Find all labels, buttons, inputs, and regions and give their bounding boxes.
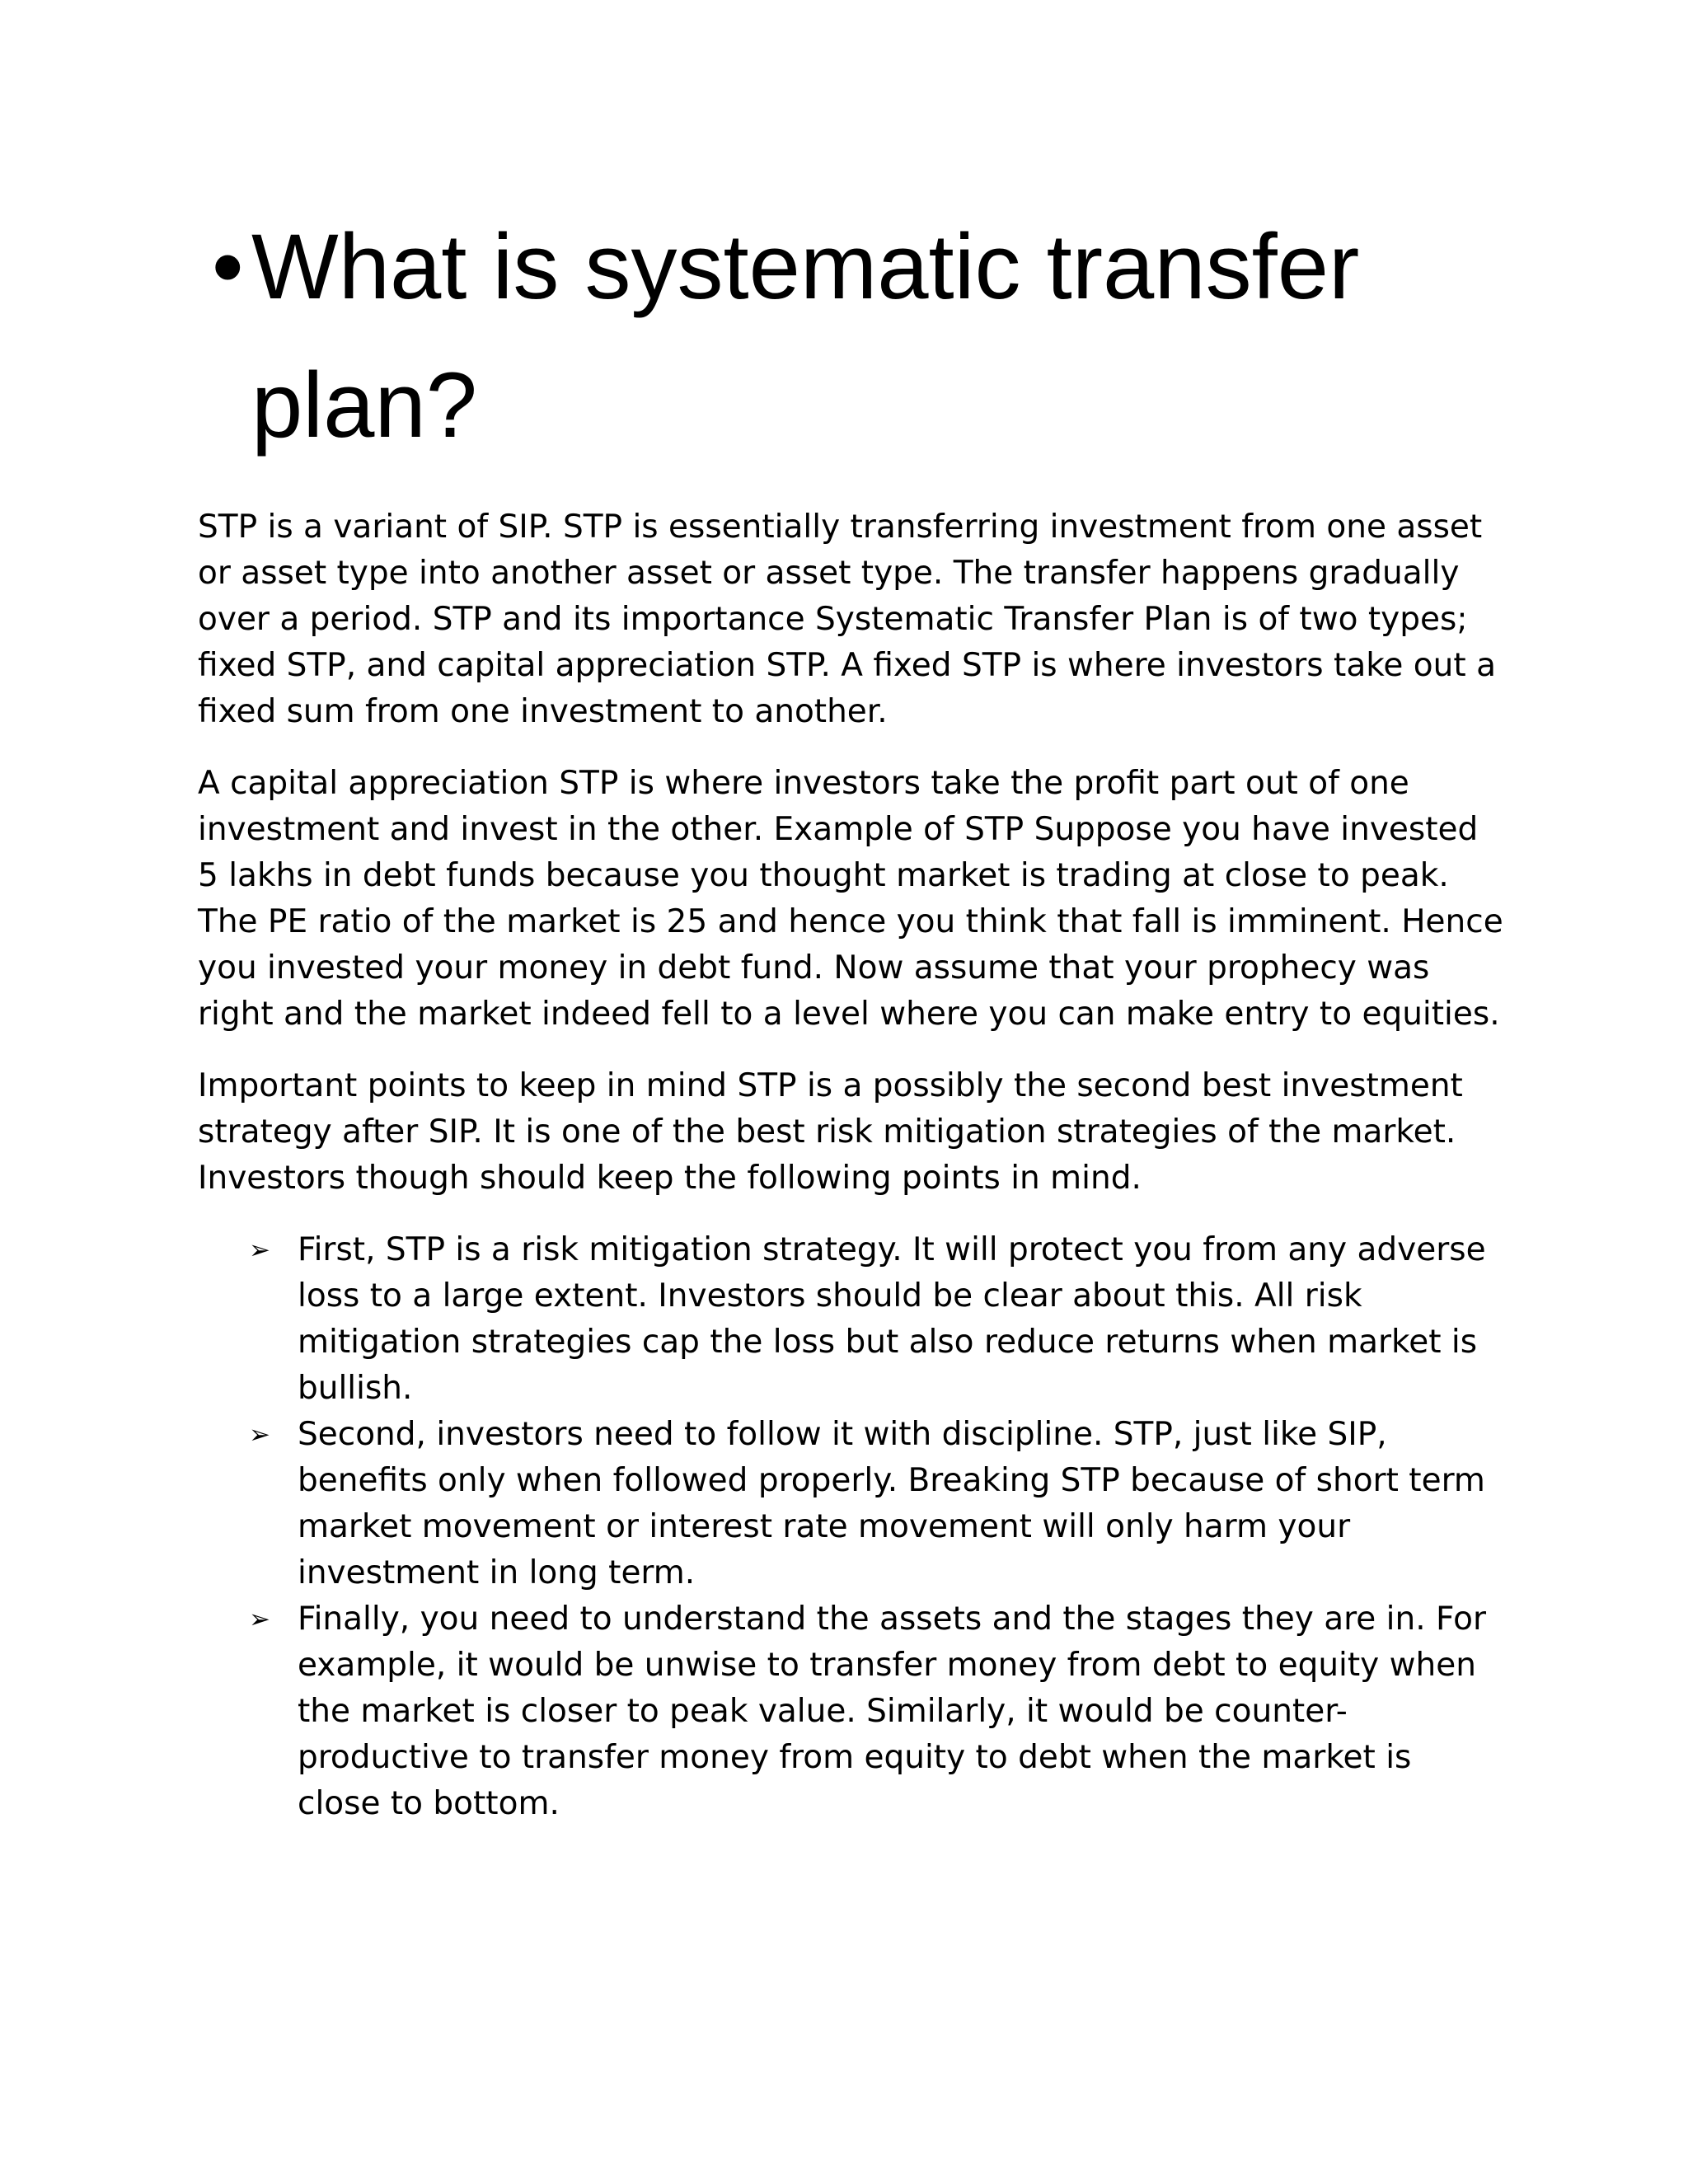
list-item [198,1412,1504,1596]
paragraph-intro: STP is a variant of SIP. STP is essentially transferring investment from one asset or asset type into another asset or asset type. The transfer happens gradually over a period. STP and its importance Systematic Transfer Plan is of two types; fixed STP, and capital appreciation STP. A fixed STP is where investors take out a fixed sum from one investment to another. [198,509,1496,730]
points-list [198,1227,1504,1827]
paragraph-important-points: Important points to keep in mind STP is a possibly the second best investment strategy after SIP. It is one of the best risk mitigation strategies of the market. Investors though should keep the following points in mind. [198,1067,1463,1197]
arrow-bullet-icon: ➢ [249,1420,270,1450]
list-item-text: First, STP is a risk mitigation strategy. It will protect you from any adverse loss to a large extent. Investors should be clear about this. All risk mitigation strategies cap the loss but also reduce returns when market is bullish. [298,1231,1486,1407]
paragraph-capital-appreciation: A capital appreciation STP is where investors take the profit part out of one investment and invest in the other. Example of STP Suppose you have invested 5 lakhs in debt funds because you thought market is trading at close to peak. The PE ratio of the market is 25 and hence you think that fall is imminent. Hence you invested your money in debt fund. Now assume that your prophecy was right and the market indeed fell to a level where you can make entry to equities. [198,765,1503,1033]
heading-text: What is systematic transfer plan? [251,215,1360,457]
arrow-bullet-icon: ➢ [249,1605,270,1634]
heading-bullet-icon: • [212,216,244,317]
list-item [198,1227,1504,1412]
arrow-bullet-icon: ➢ [249,1235,270,1265]
list-item-text: Second, investors need to follow it with discipline. STP, just like SIP, benefits only when followed properly. Breaking STP because of short term market movement or interest rate movement will only harm your investment in long term. [298,1416,1485,1591]
document-body [198,504,1504,1827]
list-item [198,1596,1504,1827]
list-item-text: Finally, you need to understand the assets and the stages they are in. For example, it would be unwise to transfer money from debt to equity when the market is closer to peak value. Similarly, it would be counter-productive to transfer money from equity to debt when the market is close to bottom. [298,1601,1486,1822]
page-heading [212,198,1537,475]
